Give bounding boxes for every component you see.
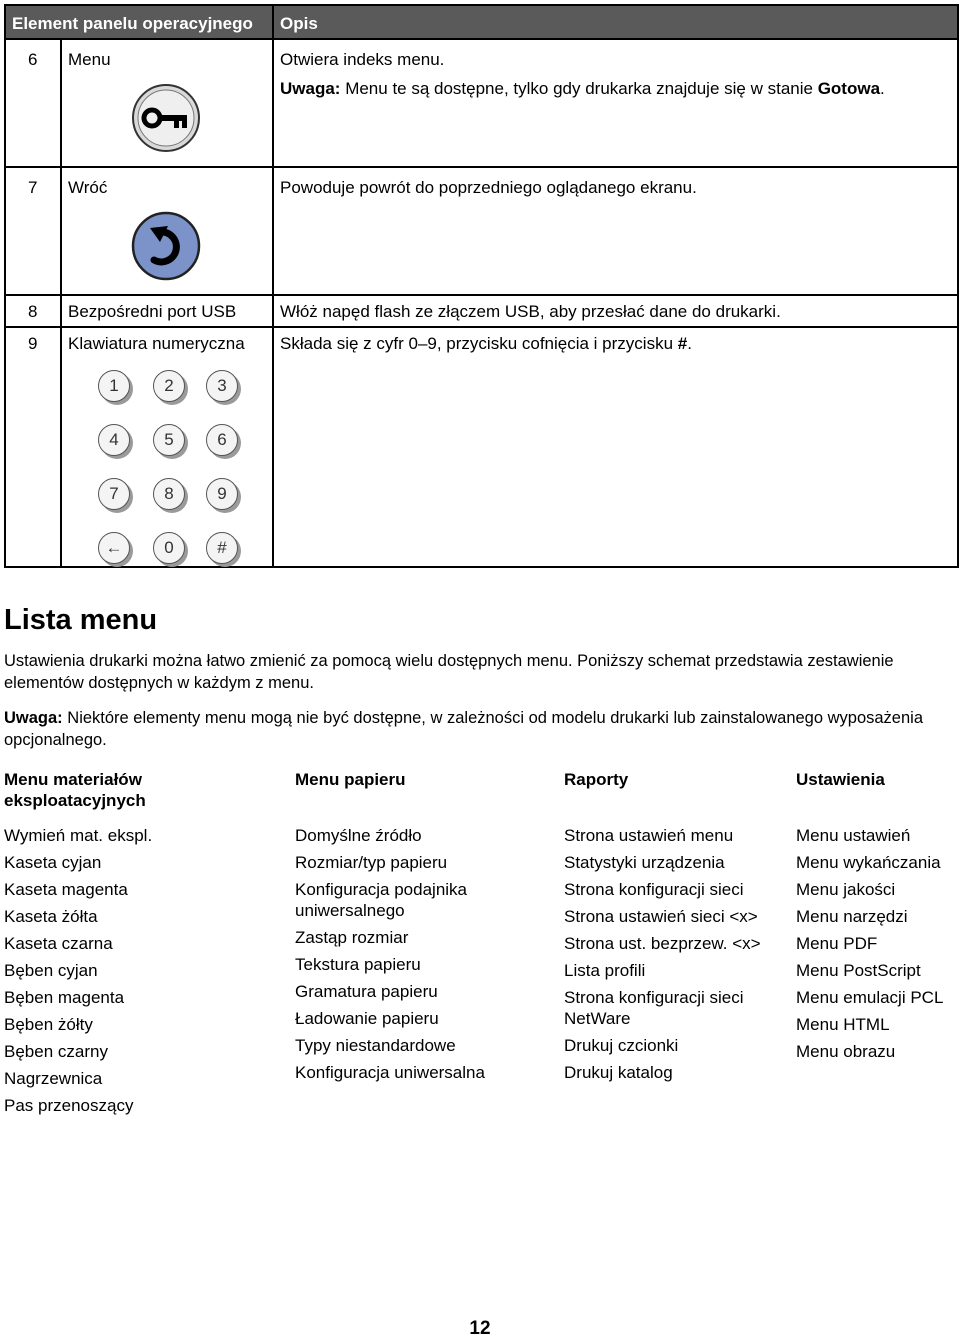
- list-item: Menu jakości: [796, 880, 896, 899]
- row-number: 8: [6, 296, 62, 326]
- key-9: 9: [206, 478, 238, 510]
- menu-column-reports: [564, 769, 789, 1089]
- list-item: Menu wykańczania: [796, 853, 941, 872]
- list-item: Ładowanie papieru: [295, 1009, 439, 1028]
- menu-column-title: Raporty: [564, 770, 629, 789]
- list-item: Drukuj katalog: [564, 1063, 673, 1082]
- back-arrow-icon: [130, 210, 202, 282]
- row-desc: Składa się z cyfr 0–9, przycisku cofnięcia i przycisku #.: [280, 334, 692, 353]
- list-item: Drukuj czcionki: [564, 1036, 679, 1055]
- list-item: Bęben cyjan: [4, 961, 98, 980]
- menu-column-title: Menu materiałów eksploatacyjnych: [4, 770, 146, 810]
- list-item: Pas przenoszący: [4, 1096, 134, 1115]
- list-item: Menu PostScript: [796, 961, 921, 980]
- list-item: Domyślne źródło: [295, 826, 422, 845]
- key-3: 3: [206, 370, 238, 402]
- list-item: Bęben magenta: [4, 988, 125, 1007]
- list-item: Kaseta cyjan: [4, 853, 102, 872]
- header-element: Element panelu operacyjnego: [6, 6, 274, 38]
- section-intro: Ustawienia drukarki można łatwo zmienić za pomocą wielu dostępnych menu. Poniższy schemat przedstawia zestawienie elementów dostępnych w każdym z menu.: [4, 652, 894, 692]
- list-item: Menu narzędzi: [796, 907, 908, 926]
- list-item: Bęben żółty: [4, 1015, 93, 1034]
- list-item: Strona ustawień sieci <x>: [564, 907, 758, 926]
- row-name: Bezpośredni port USB: [62, 296, 274, 326]
- menu-column-paper: [295, 769, 545, 1089]
- list-item: Strona konfiguracji sieci NetWare: [564, 988, 744, 1028]
- list-item: Kaseta żółta: [4, 907, 98, 926]
- key-7: 7: [98, 478, 130, 510]
- list-item: Strona ustawień menu: [564, 826, 734, 845]
- key-hash: #: [206, 532, 238, 564]
- backspace-key-icon: ←: [98, 532, 130, 564]
- table-header: [4, 4, 959, 40]
- key-0: 0: [153, 532, 185, 564]
- list-item: Zastąp rozmiar: [295, 928, 409, 947]
- key-2: 2: [153, 370, 185, 402]
- numeric-keypad: [98, 370, 248, 570]
- list-item: Menu PDF: [796, 934, 878, 953]
- list-item: Menu HTML: [796, 1015, 890, 1034]
- list-item: Konfiguracja uniwersalna: [295, 1063, 485, 1082]
- list-item: Lista profili: [564, 961, 646, 980]
- table-row: [4, 168, 959, 296]
- header-desc: Opis: [280, 14, 318, 33]
- list-item: Konfiguracja podajnika uniwersalnego: [295, 880, 468, 920]
- section-note: Uwaga: Niektóre elementy menu mogą nie być dostępne, w zależności od modelu drukarki lub zainstalowanego wyposażenia opcjonalnego.: [4, 709, 923, 749]
- list-item: Kaseta czarna: [4, 934, 113, 953]
- list-item: Rozmiar/typ papieru: [295, 853, 448, 872]
- list-item: Typy niestandardowe: [295, 1036, 456, 1055]
- list-item: Kaseta magenta: [4, 880, 128, 899]
- key-8: 8: [153, 478, 185, 510]
- row-number: 9: [6, 328, 62, 566]
- list-item: Wymień mat. ekspl.: [4, 826, 153, 845]
- key-6: 6: [206, 424, 238, 456]
- table-row: [4, 328, 959, 568]
- list-item: Tekstura papieru: [295, 955, 421, 974]
- table-row: [4, 40, 959, 168]
- list-item: Statystyki urządzenia: [564, 853, 725, 872]
- section-title: Lista menu: [4, 604, 158, 636]
- row-desc: Włóż napęd flash ze złączem USB, aby przesłać dane do drukarki.: [280, 302, 781, 321]
- row-name: Wróć: [62, 168, 274, 294]
- list-item: Strona ust. bezprzew. <x>: [564, 934, 761, 953]
- key-5: 5: [153, 424, 185, 456]
- key-4: 4: [98, 424, 130, 456]
- key-icon: [130, 82, 202, 154]
- list-item: Nagrzewnica: [4, 1069, 103, 1088]
- list-item: Menu emulacji PCL: [796, 988, 944, 1007]
- list-item: Menu ustawień: [796, 826, 911, 845]
- control-panel-table: [4, 4, 959, 568]
- list-item: Strona konfiguracji sieci: [564, 880, 744, 899]
- key-1: 1: [98, 370, 130, 402]
- table-row: [4, 296, 959, 328]
- row-number: 6: [6, 40, 62, 166]
- row-number: 7: [6, 168, 62, 294]
- menu-column-title: Menu papieru: [295, 770, 406, 789]
- list-item: Bęben czarny: [4, 1042, 108, 1061]
- row-name: Menu: [62, 40, 274, 166]
- menu-column-supplies: [4, 769, 274, 1122]
- list-item: Menu obrazu: [796, 1042, 896, 1061]
- row-desc: Otwiera indeks menu. Uwaga: Menu te są dostępne, tylko gdy drukarka znajduje się w stanie Gotowa.: [280, 50, 885, 98]
- row-desc: Powoduje powrót do poprzedniego oglądanego ekranu.: [280, 178, 697, 197]
- menu-column-title: Ustawienia: [796, 770, 885, 789]
- page-number: 12: [469, 1318, 491, 1339]
- list-item: Gramatura papieru: [295, 982, 438, 1001]
- menu-column-settings: [796, 769, 956, 1068]
- row-name: Klawiatura numeryczna 1 2 3 4 5 6 7 8 9 ← 0 #: [62, 328, 274, 566]
